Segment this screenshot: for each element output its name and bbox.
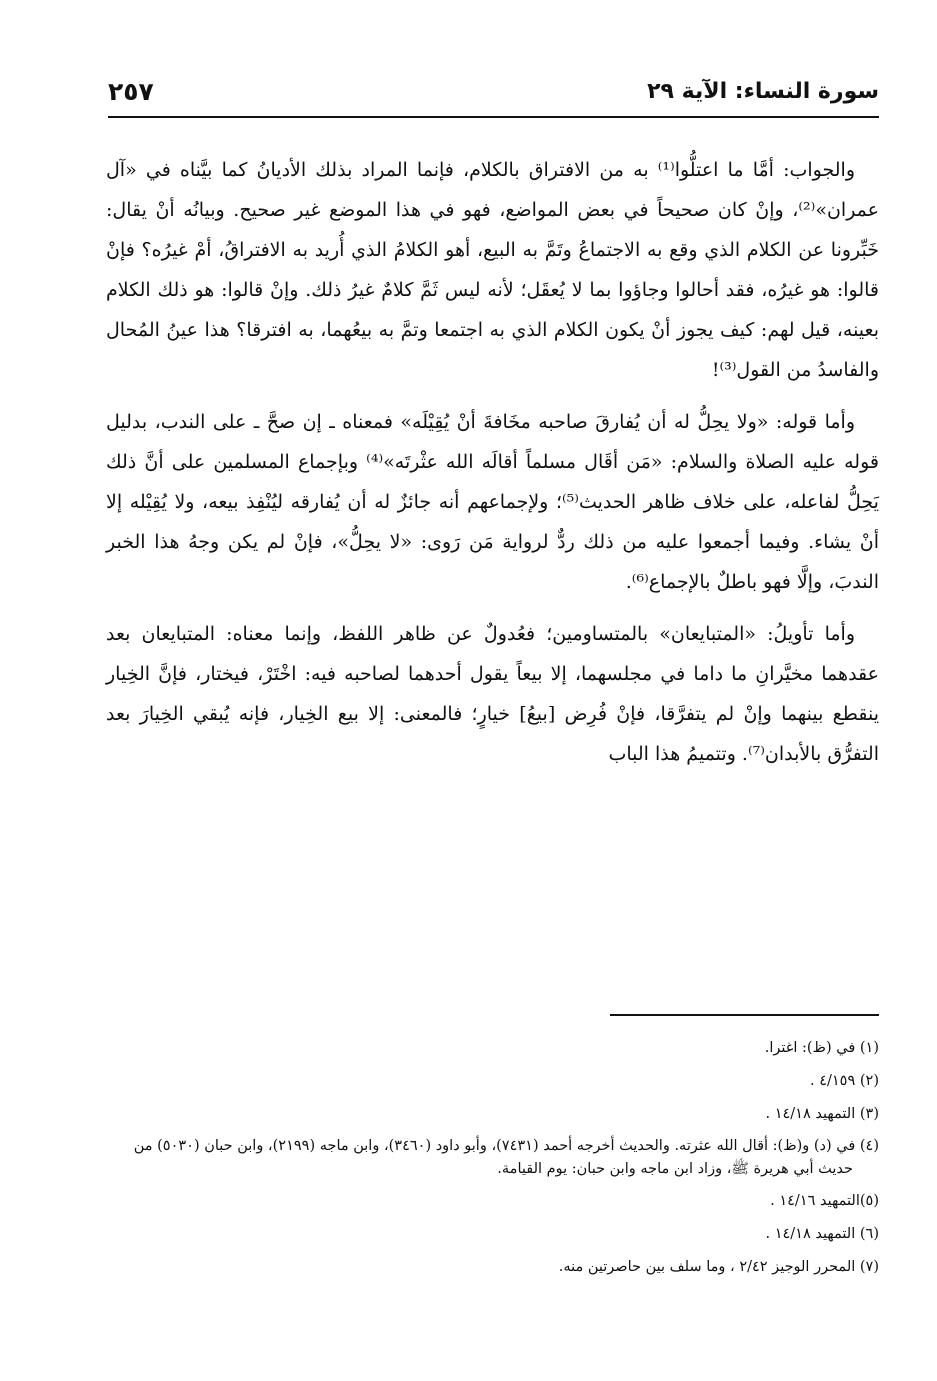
footnote-7: (٧) المحرر الوجيز ٢/٤٢ ، وما سلف بين حاصرتين منه. bbox=[558, 1259, 879, 1275]
paragraph-hadith-meaning: وأما قوله: «ولا يحِلُّ له أن يُفارقَ صاحبه مخَافةَ أنْ يُقِيْلَه» فمعناه ـ إن صحَّ ـ على الندب، بدليل قوله عليه الصلاة والسلام: «مَن أقَال مسلماً أقالَه الله عثْرتَه»⁽⁴⁾ وبإجماع المسلمين على أنَّ ذلك يَحِلُّ لفاعله، على خلاف ظاهر الحديث⁽⁵⁾؛ ولإجماعهم أنه جائزٌ له أن يُفارقه ليُنْفِذ بيعه، ولا يُقِيْله إلا أنْ يشاء. وفيما أجمعوا عليه من ذلك ردٌّ لرواية مَن رَوى: «لا يحِلُّ»، فإنْ لم يكن وجهُ هذا الخبر الندبَ، وإلَّا فهو باطلٌ بالإجماع⁽⁶⁾. bbox=[106, 411, 879, 593]
header-divider bbox=[108, 116, 879, 118]
footnote-divider bbox=[610, 1014, 879, 1016]
main-text bbox=[106, 150, 879, 786]
footnote-5: (٥)التمهيد ١٤/١٦ . bbox=[770, 1193, 879, 1209]
paragraph-answer: والجواب: أمَّا ما اعتلُّوا⁽¹⁾ به من الافتراق بالكلام، فإنما المراد بذلك الأديانُ كما بيَّناه في «آل عمران»⁽²⁾، وإنْ كان صحيحاً في بعض المواضع، فهو في هذا الموضع غير صحيح. وبيانُه أنْ يقال: خَبِّرونا عن الكلام الذي وقع به الاجتماعُ وتَمَّ به البيع، أهو الكلامُ الذي أُريد به الافتراقُ، أمْ غيرُه؟ فإنْ قالوا: هو غيرُه، فقد أحالوا وجاؤوا بما لا يُعقَل؛ لأنه ليس ثَمَّ كلامٌ غيرُ ذلك. وإنْ قالوا: هو ذلك الكلام بعينه، قيل لهم: كيف يجوز أنْ يكون الكلام الذي به اجتمعا وتمَّ به بيعُهما، به افترقا؟ هذا عينُ المُحال والفاسدُ من القول⁽³⁾! bbox=[106, 159, 879, 381]
footnote-6: (٦) التمهيد ١٤/١٨ . bbox=[765, 1226, 879, 1242]
footnote-4: (٤) في (د) و(ظ): أقال الله عثرته. والحديث أخرجه أحمد (٧٤٣١)، وأبو داود (٣٤٦٠)، وابن ماجه (٢١٩٩)، وابن حبان (٥٠٣٠) من حديث أبي هريرة ﷺ، وزاد ابن ماجه وابن حبان: يوم القيامة. bbox=[133, 1138, 879, 1177]
footnote-1: (١) في (ظ): اغترا. bbox=[764, 1040, 879, 1056]
page-number: ٢٥٧ bbox=[108, 77, 154, 106]
paragraph-interpretation: وأما تأويلُ: «المتبايعان» بالمتساومين؛ فعُدولٌ عن ظاهر اللفظ، وإنما معناه: المتبايعان بعد عقدهما مخيَّرانِ ما داما في مجلسهما، إلا بيعاً يقول أحدهما لصاحبه فيه: اخْتَرْ، فيختار، فإنَّ الخِيار ينقطع بينهما وإنْ لم يتفرَّقا، فإنْ فُرِض [بيعُ] خيارٍ؛ فالمعنى: إلا بيع الخِيار، فإنه يُبقي الخِيارَ بعد التفرُّق بالأبدان⁽⁷⁾. وتتميمُ هذا الباب bbox=[106, 623, 879, 765]
footnote-3: (٣) التمهيد ١٤/١٨ . bbox=[765, 1106, 879, 1122]
running-title: سورة النساء: الآية ٢٩ bbox=[647, 79, 879, 104]
page-header bbox=[108, 72, 879, 114]
footnotes bbox=[106, 1036, 879, 1288]
footnote-2: (٢) ٤/١٥٩ . bbox=[809, 1073, 879, 1089]
